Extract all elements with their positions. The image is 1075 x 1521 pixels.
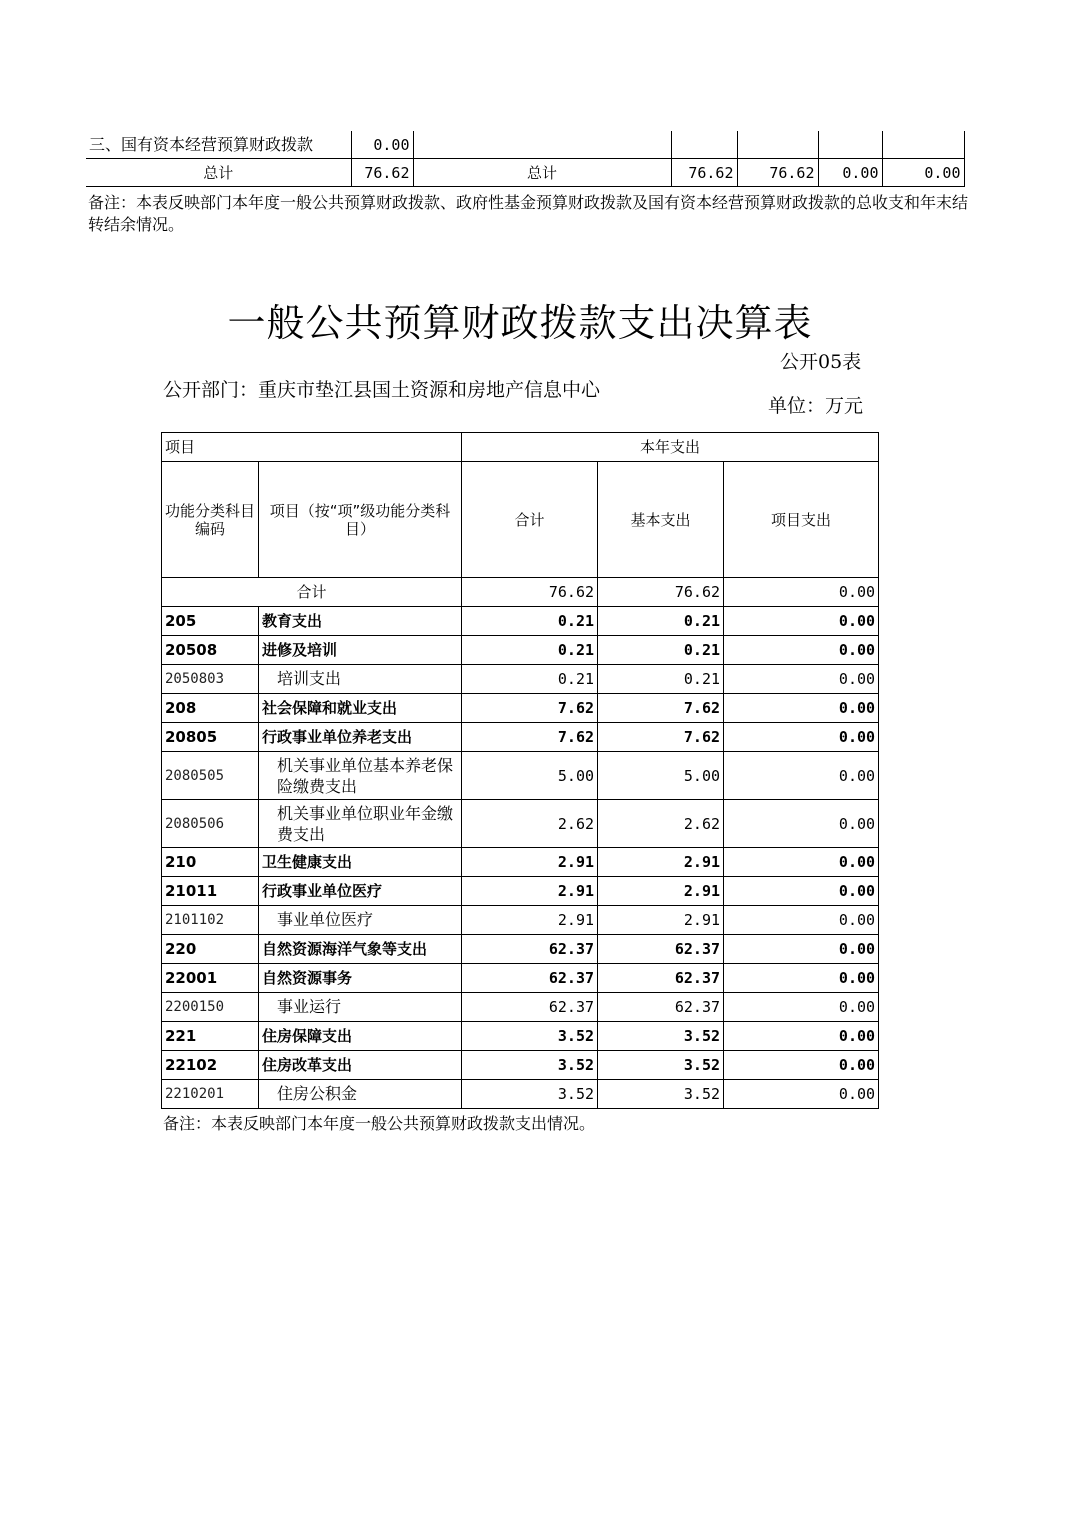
row-name: 自然资源海洋气象等支出	[259, 935, 462, 964]
row-code: 20805	[162, 723, 259, 752]
empty-cell	[413, 131, 671, 159]
row-code: 2080505	[162, 752, 259, 800]
page-title: 一般公共预算财政拨款支出决算表	[227, 301, 813, 345]
total-value: 76.62	[737, 159, 818, 187]
row-code: 2050803	[162, 665, 259, 694]
row-project: 0.00	[724, 993, 879, 1022]
row-basic: 7.62	[598, 694, 724, 723]
header-code: 功能分类科目编码	[162, 462, 259, 578]
empty-cell	[882, 131, 964, 159]
top-note: 备注：本表反映部门本年度一般公共预算财政拨款、政府性基金预算财政拨款及国有资本经营预算财政拨款的总收支和年末结转结余情况。	[88, 193, 969, 234]
table-row	[162, 848, 879, 877]
total-row	[162, 578, 879, 607]
header-basic: 基本支出	[598, 462, 724, 578]
total-cell: 76.62	[462, 578, 598, 607]
row-code: 20508	[162, 636, 259, 665]
row-total: 2.91	[462, 877, 598, 906]
row-name: 行政事业单位医疗	[259, 877, 462, 906]
row-name: 事业运行	[259, 993, 462, 1022]
top-summary-table	[86, 131, 965, 187]
row-name: 教育支出	[259, 607, 462, 636]
row-total: 62.37	[462, 993, 598, 1022]
table-body	[162, 607, 879, 1109]
row-basic: 2.62	[598, 800, 724, 848]
total-label: 总计	[413, 159, 671, 187]
row-total: 7.62	[462, 694, 598, 723]
total-value: 76.62	[671, 159, 737, 187]
table-row	[162, 906, 879, 935]
row-project: 0.00	[724, 723, 879, 752]
row-name: 卫生健康支出	[259, 848, 462, 877]
row-code: 210	[162, 848, 259, 877]
row-name: 进修及培训	[259, 636, 462, 665]
table-row	[162, 800, 879, 848]
row-total: 0.21	[462, 636, 598, 665]
row-label: 三、国有资本经营预算财政拨款	[86, 131, 351, 159]
row-code: 220	[162, 935, 259, 964]
table-row	[86, 159, 964, 187]
total-label: 总计	[86, 159, 351, 187]
row-code: 2200150	[162, 993, 259, 1022]
row-project: 0.00	[724, 964, 879, 993]
table-row	[162, 877, 879, 906]
row-name: 培训支出	[259, 665, 462, 694]
total-value: 0.00	[882, 159, 964, 187]
row-name: 住房公积金	[259, 1080, 462, 1109]
row-project: 0.00	[724, 1080, 879, 1109]
row-total: 62.37	[462, 935, 598, 964]
row-name: 行政事业单位养老支出	[259, 723, 462, 752]
header-row	[162, 462, 879, 578]
row-project: 0.00	[724, 800, 879, 848]
project-cell: 0.00	[724, 578, 879, 607]
row-name: 事业单位医疗	[259, 906, 462, 935]
table-row	[162, 935, 879, 964]
table-row	[162, 636, 879, 665]
table-row	[162, 1051, 879, 1080]
table-row	[86, 131, 964, 159]
total-value: 76.62	[351, 159, 413, 187]
empty-cell	[818, 131, 882, 159]
form-number: 公开05表	[780, 351, 862, 373]
row-code: 22001	[162, 964, 259, 993]
basic-cell: 76.62	[598, 578, 724, 607]
row-project: 0.00	[724, 935, 879, 964]
row-total: 2.91	[462, 906, 598, 935]
row-name: 社会保障和就业支出	[259, 694, 462, 723]
row-basic: 0.21	[598, 607, 724, 636]
row-basic: 2.91	[598, 877, 724, 906]
row-total: 3.52	[462, 1080, 598, 1109]
row-basic: 7.62	[598, 723, 724, 752]
row-basic: 0.21	[598, 636, 724, 665]
row-code: 221	[162, 1022, 259, 1051]
header-item: 项目（按“项”级功能分类科目）	[259, 462, 462, 578]
row-name: 住房保障支出	[259, 1022, 462, 1051]
row-basic: 0.21	[598, 665, 724, 694]
row-project: 0.00	[724, 694, 879, 723]
row-basic: 62.37	[598, 935, 724, 964]
row-name: 住房改革支出	[259, 1051, 462, 1080]
row-basic: 3.52	[598, 1051, 724, 1080]
row-project: 0.00	[724, 636, 879, 665]
row-total: 0.21	[462, 665, 598, 694]
table-row	[162, 752, 879, 800]
unit-label: 单位：万元	[768, 395, 864, 417]
row-project: 0.00	[724, 877, 879, 906]
row-code: 22102	[162, 1051, 259, 1080]
row-basic: 3.52	[598, 1022, 724, 1051]
row-basic: 5.00	[598, 752, 724, 800]
expenditure-table	[161, 432, 879, 1109]
row-basic: 2.91	[598, 848, 724, 877]
row-value: 0.00	[351, 131, 413, 159]
header-project: 项目	[162, 433, 462, 462]
row-code: 2080506	[162, 800, 259, 848]
empty-cell	[737, 131, 818, 159]
table-row	[162, 964, 879, 993]
row-name: 机关事业单位基本养老保险缴费支出	[259, 752, 462, 800]
row-total: 2.91	[462, 848, 598, 877]
bottom-note: 备注：本表反映部门本年度一般公共预算财政拨款支出情况。	[163, 1114, 596, 1133]
row-project: 0.00	[724, 752, 879, 800]
header-total: 合计	[462, 462, 598, 578]
row-basic: 2.91	[598, 906, 724, 935]
row-total: 2.62	[462, 800, 598, 848]
row-code: 2210201	[162, 1080, 259, 1109]
row-project: 0.00	[724, 665, 879, 694]
total-value: 0.00	[818, 159, 882, 187]
row-total: 62.37	[462, 964, 598, 993]
row-code: 208	[162, 694, 259, 723]
row-basic: 3.52	[598, 1080, 724, 1109]
row-project: 0.00	[724, 1022, 879, 1051]
table-row	[162, 694, 879, 723]
row-total: 0.21	[462, 607, 598, 636]
table-row	[162, 1022, 879, 1051]
row-project: 0.00	[724, 848, 879, 877]
row-basic: 62.37	[598, 993, 724, 1022]
row-name: 自然资源事务	[259, 964, 462, 993]
row-project: 0.00	[724, 906, 879, 935]
row-total: 5.00	[462, 752, 598, 800]
empty-cell	[671, 131, 737, 159]
table-row	[162, 607, 879, 636]
row-project: 0.00	[724, 1051, 879, 1080]
table-row	[162, 993, 879, 1022]
row-total: 3.52	[462, 1022, 598, 1051]
row-total: 7.62	[462, 723, 598, 752]
header-current-year: 本年支出	[462, 433, 879, 462]
table-row	[162, 665, 879, 694]
row-code: 21011	[162, 877, 259, 906]
row-name: 机关事业单位职业年金缴费支出	[259, 800, 462, 848]
table-row	[162, 723, 879, 752]
row-code: 2101102	[162, 906, 259, 935]
department-label: 公开部门：重庆市垫江县国土资源和房地产信息中心	[163, 379, 601, 401]
row-code: 205	[162, 607, 259, 636]
row-project: 0.00	[724, 607, 879, 636]
row-basic: 62.37	[598, 964, 724, 993]
header-row	[162, 433, 879, 462]
header-project-expense: 项目支出	[724, 462, 879, 578]
total-row-label: 合计	[162, 578, 462, 607]
row-total: 3.52	[462, 1051, 598, 1080]
table-row	[162, 1080, 879, 1109]
